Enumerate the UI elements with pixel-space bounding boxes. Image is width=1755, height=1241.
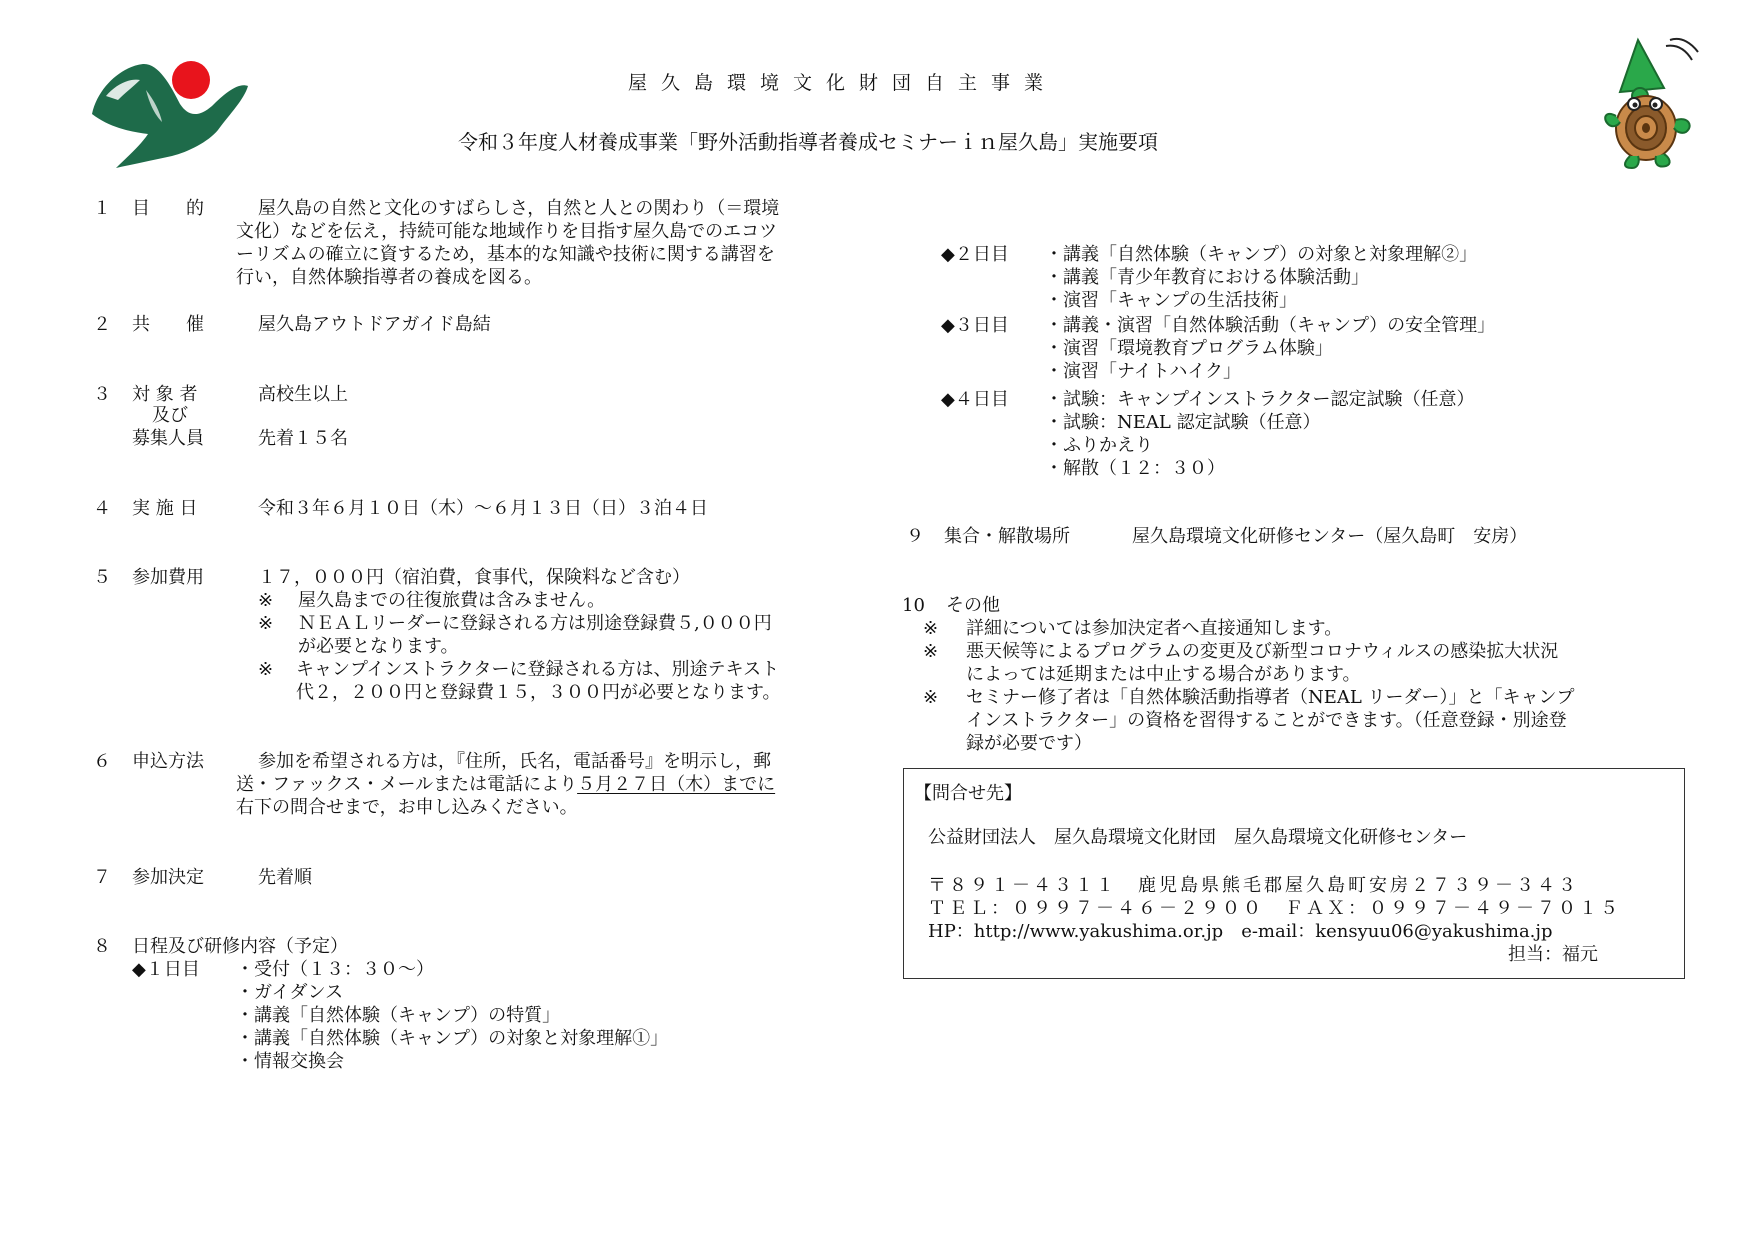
note-text: 屋久島までの往復旅費は含みません。 xyxy=(298,590,606,611)
schedule-item: ・講義・演習「自然体験活動（キャンプ）の安全管理」 xyxy=(1045,315,1496,336)
contact-heading: 【問合せ先】 xyxy=(914,783,1022,804)
schedule-item: ・演習「ナイトハイク」 xyxy=(1045,361,1242,382)
section-5-value: １７，０００円（宿泊費，食事代，保険料など含む） xyxy=(258,567,690,588)
note-text: 詳細については参加決定者へ直接通知します。 xyxy=(966,618,1343,639)
section-6-text: 送・ファックス・メールまたは電話により xyxy=(236,774,578,795)
day-1-schedule xyxy=(236,958,668,1073)
note-mark: ※ xyxy=(258,659,274,680)
contact-address: 〒８９１－４３１１ 鹿児島県熊毛郡屋久島町安房２７３９－３４３ xyxy=(928,875,1579,896)
schedule-item: ・情報交換会 xyxy=(236,1051,344,1072)
note-text: によっては延期または中止する場合があります。 xyxy=(966,664,1361,685)
note-mark: ※ xyxy=(258,590,274,611)
note-text: セミナー修了者は「自然体験活動指導者（NEAL リーダー）」と「キャンプ xyxy=(966,687,1575,708)
page-title: 令和３年度人材養成事業「野外活動指導者養成セミナーｉｎ屋久島」実施要項 xyxy=(458,130,1158,154)
section-1-body-line: 屋久島の自然と文化のすばらしさ，自然と人との関わり（＝環境 xyxy=(258,198,780,219)
note-mark: ※ xyxy=(923,641,939,662)
section-9-value: 屋久島環境文化研修センター（屋久島町 安房） xyxy=(1132,526,1528,547)
note-text: 悪天候等によるプログラムの変更及び新型コロナウィルスの感染拡大状況 xyxy=(966,641,1559,662)
note-text: 録が必要です） xyxy=(966,733,1092,754)
schedule-item: ・ふりかえり xyxy=(1045,435,1153,456)
schedule-item: ・演習「キャンプの生活技術」 xyxy=(1045,290,1297,311)
schedule-item: ・受付（１３：３０～） xyxy=(236,959,434,980)
section-7-value: 先着順 xyxy=(258,867,312,888)
section-1-label: 目 的 xyxy=(132,198,204,219)
note-mark: ※ xyxy=(923,687,939,708)
contact-web-email: HP：http://www.yakushima.or.jp e-mail：kensyuu06@yakushima.jp xyxy=(928,921,1553,942)
section-9-number: ９ xyxy=(906,526,924,547)
schedule-item: ・講義「自然体験（キャンプ）の特質」 xyxy=(236,1005,561,1026)
day-2-label: ◆２日目 xyxy=(941,244,1009,265)
day-4-schedule xyxy=(1045,388,1474,480)
section-5-label: 参加費用 xyxy=(132,567,204,588)
foundation-logo-icon xyxy=(88,56,253,170)
note-text: が必要となります。 xyxy=(298,636,459,657)
contact-phone-fax: ＴＥＬ：０９９７－４６－２９００ ＦＡＸ：０９９７－４９－７０１５ xyxy=(928,898,1621,919)
section-3-label: 及び xyxy=(152,405,188,426)
section-3-label: 対 象 者 xyxy=(132,384,198,405)
section-5-number: ５ xyxy=(93,567,111,588)
day-2-schedule xyxy=(1045,243,1477,312)
schedule-item: ・ガイダンス xyxy=(236,982,344,1003)
schedule-item: ・演習「環境教育プログラム体験」 xyxy=(1045,338,1333,359)
section-6-body-line xyxy=(236,773,775,796)
section-9-label: 集合・解散場所 xyxy=(944,526,1070,547)
section-1-body-line: ーリズムの確立に資するため，基本的な知識や技術に関する講習を xyxy=(236,244,775,265)
section-4-label: 実 施 日 xyxy=(132,498,198,519)
contact-person: 担当：福元 xyxy=(1508,944,1598,965)
day-1-label: ◆１日目 xyxy=(132,959,200,980)
note-text: キャンプインストラクターに登録される方は、別途テキスト xyxy=(296,659,780,680)
section-7-number: ７ xyxy=(93,867,111,888)
day-3-schedule xyxy=(1045,314,1495,383)
schedule-item: ・講義「青少年教育における体験活動」 xyxy=(1045,267,1369,288)
section-2-number: ２ xyxy=(93,314,111,335)
section-3-value: 先着１５名 xyxy=(258,428,348,449)
section-2-value: 屋久島アウトドアガイド島結 xyxy=(258,314,491,335)
section-3-value: 高校生以上 xyxy=(258,384,348,405)
schedule-item: ・解散（１２：３０） xyxy=(1045,458,1225,479)
section-1-body-line: 文化）などを伝え，持続可能な地域作りを目指す屋久島でのエコツ xyxy=(236,221,778,242)
section-10-label: その他 xyxy=(946,595,1000,616)
contact-organization: 公益財団法人 屋久島環境文化財団 屋久島環境文化研修センター xyxy=(928,827,1468,848)
schedule-item: ・講義「自然体験（キャンプ）の対象と対象理解②」 xyxy=(1045,244,1478,265)
section-8-label: 日程及び研修内容（予定） xyxy=(132,936,348,957)
note-mark: ※ xyxy=(923,618,939,639)
contact-box xyxy=(903,768,1685,979)
deadline-text: ５月２７日（木）までに xyxy=(577,774,776,795)
section-4-number: ４ xyxy=(93,498,111,519)
section-3-label: 募集人員 xyxy=(132,428,204,449)
organizer-heading: 屋久島環境文化財団自主事業 xyxy=(628,72,1058,94)
section-3-number: ３ xyxy=(93,384,111,405)
section-1-body-line: 行い，自然体験指導者の養成を図る。 xyxy=(236,267,542,288)
section-7-label: 参加決定 xyxy=(132,867,204,888)
section-6-number: ６ xyxy=(93,751,111,772)
section-8-number: ８ xyxy=(93,936,111,957)
note-text: ＮＥＡＬリーダーに登録される方は別途登録費５,０００円 xyxy=(298,613,772,634)
section-6-label: 申込方法 xyxy=(132,751,204,772)
section-1-number: １ xyxy=(93,198,111,219)
schedule-item: ・講義「自然体験（キャンプ）の対象と対象理解①」 xyxy=(236,1028,669,1049)
mascot-icon xyxy=(1600,36,1704,172)
section-6-body-line: 右下の問合せまで，お申し込みください。 xyxy=(236,797,578,818)
section-10-number: 10 xyxy=(902,595,925,616)
note-text: インストラクター」の資格を習得することができます。（任意登録・別途登 xyxy=(966,710,1567,731)
section-2-label: 共 催 xyxy=(132,314,204,335)
day-3-label: ◆３日目 xyxy=(941,315,1009,336)
schedule-item: ・試験：キャンプインストラクター認定試験（任意） xyxy=(1045,389,1475,410)
schedule-item: ・試験：NEAL 認定試験（任意） xyxy=(1045,412,1321,433)
note-text: 代２，２００円と登録費１５，３００円が必要となります。 xyxy=(296,682,781,703)
note-mark: ※ xyxy=(258,613,274,634)
section-6-body-line: 参加を希望される方は，『住所，氏名，電話番号』を明示し，郵 xyxy=(258,751,771,772)
section-4-value: 令和３年６月１０日（木）～６月１３日（日）３泊４日 xyxy=(258,498,708,519)
day-4-label: ◆４日目 xyxy=(941,389,1009,410)
